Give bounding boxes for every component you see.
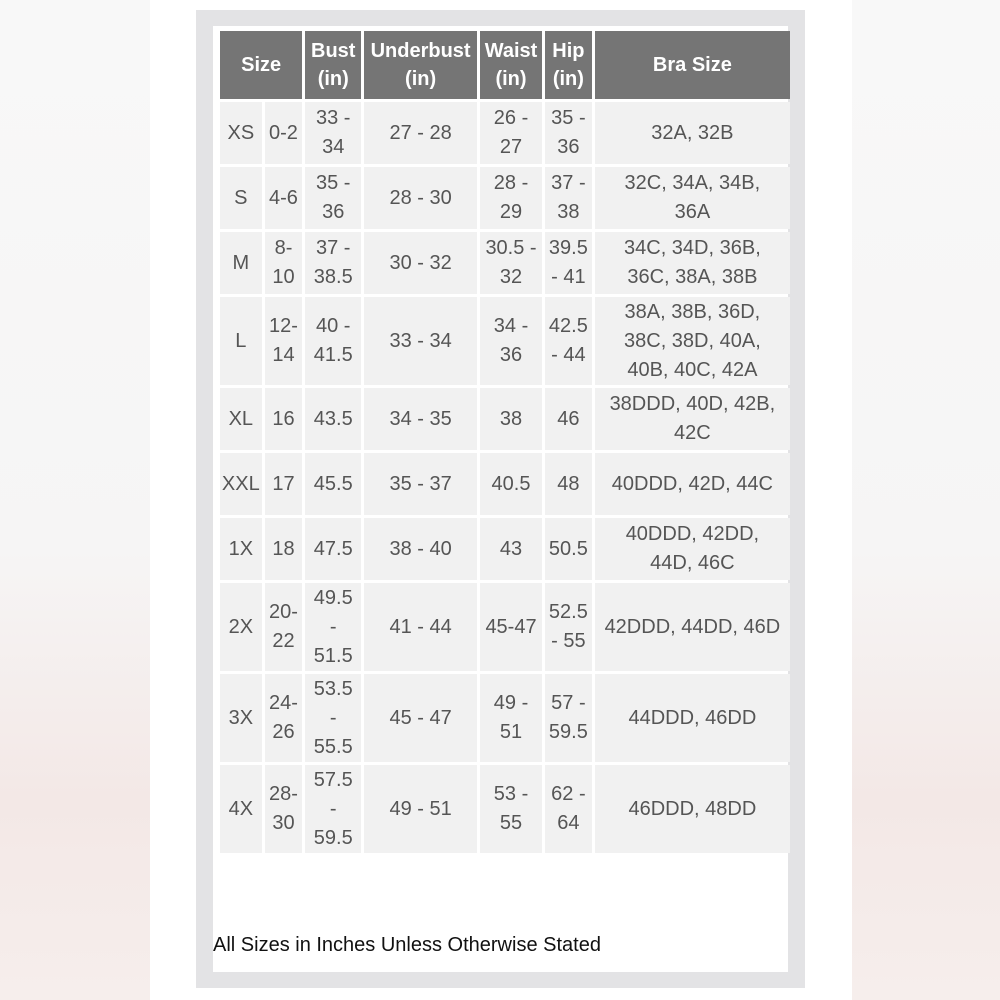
bust-cell-line: 40 -	[316, 315, 351, 337]
bra-size-cell-line: 40DDD, 42D, 44C	[611, 472, 773, 495]
waist-cell-line: 27	[499, 136, 523, 158]
waist-cell-line: 32	[499, 266, 523, 288]
size-numeric-cell	[265, 518, 303, 580]
hip-cell-line: 64	[557, 812, 580, 834]
size-numeric-cell-line: 30	[272, 812, 295, 834]
hip-cell-line: 59.5	[548, 721, 588, 743]
size-numeric-cell-line: 24-	[269, 692, 298, 714]
bust-cell-line: 34	[322, 136, 345, 158]
bra-size-cell	[595, 765, 790, 853]
hip-cell-line: 39.5	[548, 237, 588, 259]
underbust-cell-line: 49 - 51	[389, 797, 452, 820]
bust-cell-line: 51.5	[313, 644, 353, 667]
bra-size-cell	[595, 388, 790, 450]
size-numeric-cell-line: 4-6	[269, 186, 298, 209]
table-row	[220, 765, 790, 853]
size-numeric-cell	[265, 765, 303, 853]
underbust-cell-line: 41 - 44	[389, 615, 452, 638]
table-row	[220, 453, 790, 515]
size-numeric-cell	[265, 674, 303, 762]
size-letter-cell: XL	[220, 388, 262, 450]
size-numeric-cell	[265, 583, 303, 671]
bra-size-cell-line: 38C, 38D, 40A,	[624, 329, 761, 352]
hip-cell-line: 35 -	[551, 107, 586, 129]
waist-cell	[480, 518, 542, 580]
bust-cell	[305, 297, 361, 385]
bra-size-cell-line: 36C, 38A, 38B	[627, 266, 758, 288]
underbust-cell	[364, 167, 477, 229]
bust-cell-line: 55.5	[313, 735, 353, 758]
hip-cell	[545, 102, 592, 164]
header-size: Size	[220, 31, 302, 99]
hip-cell	[545, 674, 592, 762]
bra-size-cell-line: 46DDD, 48DD	[628, 797, 757, 820]
header-bra-size: Bra Size	[595, 31, 790, 99]
bra-size-cell-line: 40B, 40C, 42A	[627, 358, 758, 381]
header-waist-unit: (in)	[495, 68, 527, 90]
size-numeric-cell	[265, 297, 303, 385]
bra-size-cell-line: 38DDD, 40D, 42B,	[609, 393, 776, 415]
hip-cell	[545, 232, 592, 294]
size-numeric-cell-line: 20-	[269, 601, 298, 623]
header-hip-unit: (in)	[552, 68, 584, 90]
header-bust-label: Bust	[311, 40, 356, 62]
waist-cell-line: 43	[499, 537, 523, 560]
underbust-cell-line: 35 - 37	[389, 472, 452, 495]
size-numeric-cell-line: 16	[272, 407, 295, 430]
hip-cell-line: 36	[557, 136, 580, 158]
waist-cell-line: 36	[499, 344, 523, 366]
underbust-cell-line: 28 - 30	[389, 186, 452, 209]
size-letter-cell: L	[220, 297, 262, 385]
background-left-panel	[0, 0, 150, 1000]
bust-cell-line: 43.5	[313, 407, 353, 430]
bust-cell-line: -	[329, 706, 337, 729]
table-row	[220, 232, 790, 294]
hip-cell-line: 50.5	[548, 537, 588, 560]
underbust-cell-line: 38 - 40	[389, 537, 452, 560]
bust-cell	[305, 167, 361, 229]
header-bust	[305, 31, 361, 99]
underbust-cell	[364, 765, 477, 853]
underbust-cell	[364, 583, 477, 671]
bust-cell-line: 33 -	[316, 107, 351, 129]
bra-size-cell-line: 36A	[674, 201, 711, 223]
size-numeric-cell-line: 18	[272, 537, 295, 560]
hip-cell-line: - 44	[551, 344, 586, 366]
underbust-cell-line: 45 - 47	[389, 706, 452, 729]
bra-size-cell-line: 34C, 34D, 36B,	[624, 237, 761, 259]
bust-cell	[305, 388, 361, 450]
waist-cell	[480, 388, 542, 450]
header-hip-label: Hip	[552, 40, 585, 62]
bust-cell-line: 45.5	[313, 472, 353, 495]
header-bust-unit: (in)	[317, 68, 349, 90]
size-letter-cell: XXL	[220, 453, 262, 515]
bust-cell-line: 36	[322, 201, 345, 223]
underbust-cell	[364, 388, 477, 450]
hip-cell-line: 38	[557, 201, 580, 223]
size-numeric-cell	[265, 453, 303, 515]
hip-cell-line: - 41	[551, 266, 586, 288]
waist-cell-line: 53 -	[493, 783, 529, 805]
waist-cell	[480, 674, 542, 762]
bust-cell	[305, 232, 361, 294]
waist-cell-line: 51	[499, 721, 523, 743]
bust-cell-line: 35 -	[316, 172, 351, 194]
header-underbust	[364, 31, 477, 99]
waist-cell	[480, 167, 542, 229]
hip-cell-line: - 55	[551, 630, 586, 652]
size-letter-cell: 1X	[220, 518, 262, 580]
waist-cell	[480, 453, 542, 515]
header-row	[220, 31, 790, 99]
underbust-cell	[364, 674, 477, 762]
bra-size-cell	[595, 102, 790, 164]
size-numeric-cell-line: 14	[272, 344, 295, 366]
underbust-cell	[364, 518, 477, 580]
bust-cell	[305, 674, 361, 762]
table-row	[220, 583, 790, 671]
waist-cell-line: 30.5 -	[485, 237, 537, 259]
size-numeric-cell	[265, 167, 303, 229]
bust-cell-line: -	[329, 615, 337, 638]
bra-size-cell	[595, 674, 790, 762]
bust-cell-line: 49.5	[313, 586, 353, 609]
hip-cell	[545, 765, 592, 853]
underbust-cell-line: 30 - 32	[389, 251, 452, 274]
size-letter-cell: 4X	[220, 765, 262, 853]
size-numeric-cell	[265, 388, 303, 450]
header-underbust-unit: (in)	[405, 68, 437, 90]
size-letter-cell: S	[220, 167, 262, 229]
size-chart-card	[196, 10, 805, 988]
bra-size-cell-line: 38A, 38B, 36D,	[624, 300, 761, 323]
bust-cell	[305, 102, 361, 164]
bra-size-cell-line: 44D, 46C	[650, 552, 735, 574]
header-waist-label: Waist	[484, 40, 538, 62]
bra-size-cell-line: 42C	[674, 422, 711, 444]
underbust-cell	[364, 232, 477, 294]
underbust-cell-line: 33 - 34	[389, 329, 452, 352]
bra-size-cell-line: 44DDD, 46DD	[628, 706, 757, 729]
bra-size-cell	[595, 518, 790, 580]
hip-cell-line: 37 -	[551, 172, 586, 194]
underbust-cell-line: 34 - 35	[389, 407, 452, 430]
size-letter-cell: 2X	[220, 583, 262, 671]
size-numeric-cell	[265, 102, 303, 164]
size-numeric-cell-line: 22	[272, 630, 295, 652]
bra-size-cell	[595, 232, 790, 294]
hip-cell	[545, 518, 592, 580]
waist-cell-line: 29	[499, 201, 523, 223]
table-row	[220, 102, 790, 164]
bust-cell-line: 37 -	[316, 237, 351, 259]
waist-cell-line: 45-47	[485, 615, 537, 638]
underbust-cell	[364, 297, 477, 385]
hip-cell	[545, 453, 592, 515]
waist-cell-line: 49 -	[493, 692, 529, 714]
size-chart-content	[213, 26, 788, 972]
waist-cell-line: 55	[499, 812, 523, 834]
bust-cell-line: 59.5	[313, 826, 353, 849]
size-letter-cell: XS	[220, 102, 262, 164]
bust-cell-line: 57.5	[313, 768, 353, 791]
hip-cell	[545, 388, 592, 450]
size-numeric-cell-line: 26	[272, 721, 295, 743]
size-numeric-cell-line: 12-	[269, 315, 298, 337]
header-underbust-label: Underbust	[370, 40, 471, 62]
bra-size-cell-line: 42DDD, 44DD, 46D	[604, 615, 781, 638]
hip-cell	[545, 583, 592, 671]
waist-cell	[480, 102, 542, 164]
hip-cell-line: 57 -	[551, 692, 586, 714]
hip-cell-line: 52.5	[548, 601, 588, 623]
table-row	[220, 297, 790, 385]
bra-size-cell	[595, 453, 790, 515]
bust-cell	[305, 765, 361, 853]
bra-size-cell	[595, 167, 790, 229]
size-numeric-cell-line: 28-	[269, 783, 298, 805]
bust-cell-line: -	[329, 797, 337, 820]
bust-cell-line: 41.5	[313, 344, 353, 366]
underbust-cell	[364, 102, 477, 164]
size-numeric-cell	[265, 232, 303, 294]
bust-cell-line: 38.5	[313, 266, 353, 288]
hip-cell-line: 48	[557, 472, 580, 495]
size-letter-cell: M	[220, 232, 262, 294]
waist-cell	[480, 583, 542, 671]
waist-cell	[480, 765, 542, 853]
bra-size-cell-line: 32A, 32B	[651, 121, 734, 144]
bra-size-cell	[595, 297, 790, 385]
bust-cell	[305, 583, 361, 671]
waist-cell-line: 28 -	[493, 172, 529, 194]
size-chart-body	[220, 102, 790, 853]
hip-cell-line: 42.5	[548, 315, 588, 337]
underbust-cell-line: 27 - 28	[389, 121, 452, 144]
waist-cell-line: 38	[499, 407, 523, 430]
waist-cell-line: 34 -	[493, 315, 529, 337]
table-row	[220, 518, 790, 580]
header-hip	[545, 31, 592, 99]
header-waist	[480, 31, 542, 99]
size-chart-table	[217, 28, 793, 856]
footnote: All Sizes in Inches Unless Otherwise Stated	[213, 934, 601, 956]
bra-size-cell	[595, 583, 790, 671]
waist-cell	[480, 232, 542, 294]
hip-cell	[545, 297, 592, 385]
hip-cell-line: 46	[557, 407, 580, 430]
background-right-panel	[852, 0, 1000, 1000]
size-numeric-cell-line: 10	[272, 266, 295, 288]
waist-cell-line: 40.5	[491, 472, 531, 495]
bust-cell-line: 47.5	[313, 537, 353, 560]
size-numeric-cell-line: 8-	[274, 237, 293, 259]
bust-cell-line: 53.5	[313, 677, 353, 700]
waist-cell-line: 26 -	[493, 107, 529, 129]
size-numeric-cell-line: 0-2	[269, 121, 298, 144]
underbust-cell	[364, 453, 477, 515]
size-numeric-cell-line: 17	[272, 472, 295, 495]
bra-size-cell-line: 32C, 34A, 34B,	[624, 172, 761, 194]
bra-size-cell-line: 40DDD, 42DD,	[625, 523, 760, 545]
hip-cell	[545, 167, 592, 229]
bust-cell	[305, 453, 361, 515]
table-row	[220, 674, 790, 762]
size-letter-cell: 3X	[220, 674, 262, 762]
table-row	[220, 167, 790, 229]
hip-cell-line: 62 -	[551, 783, 586, 805]
table-row	[220, 388, 790, 450]
waist-cell	[480, 297, 542, 385]
bust-cell	[305, 518, 361, 580]
